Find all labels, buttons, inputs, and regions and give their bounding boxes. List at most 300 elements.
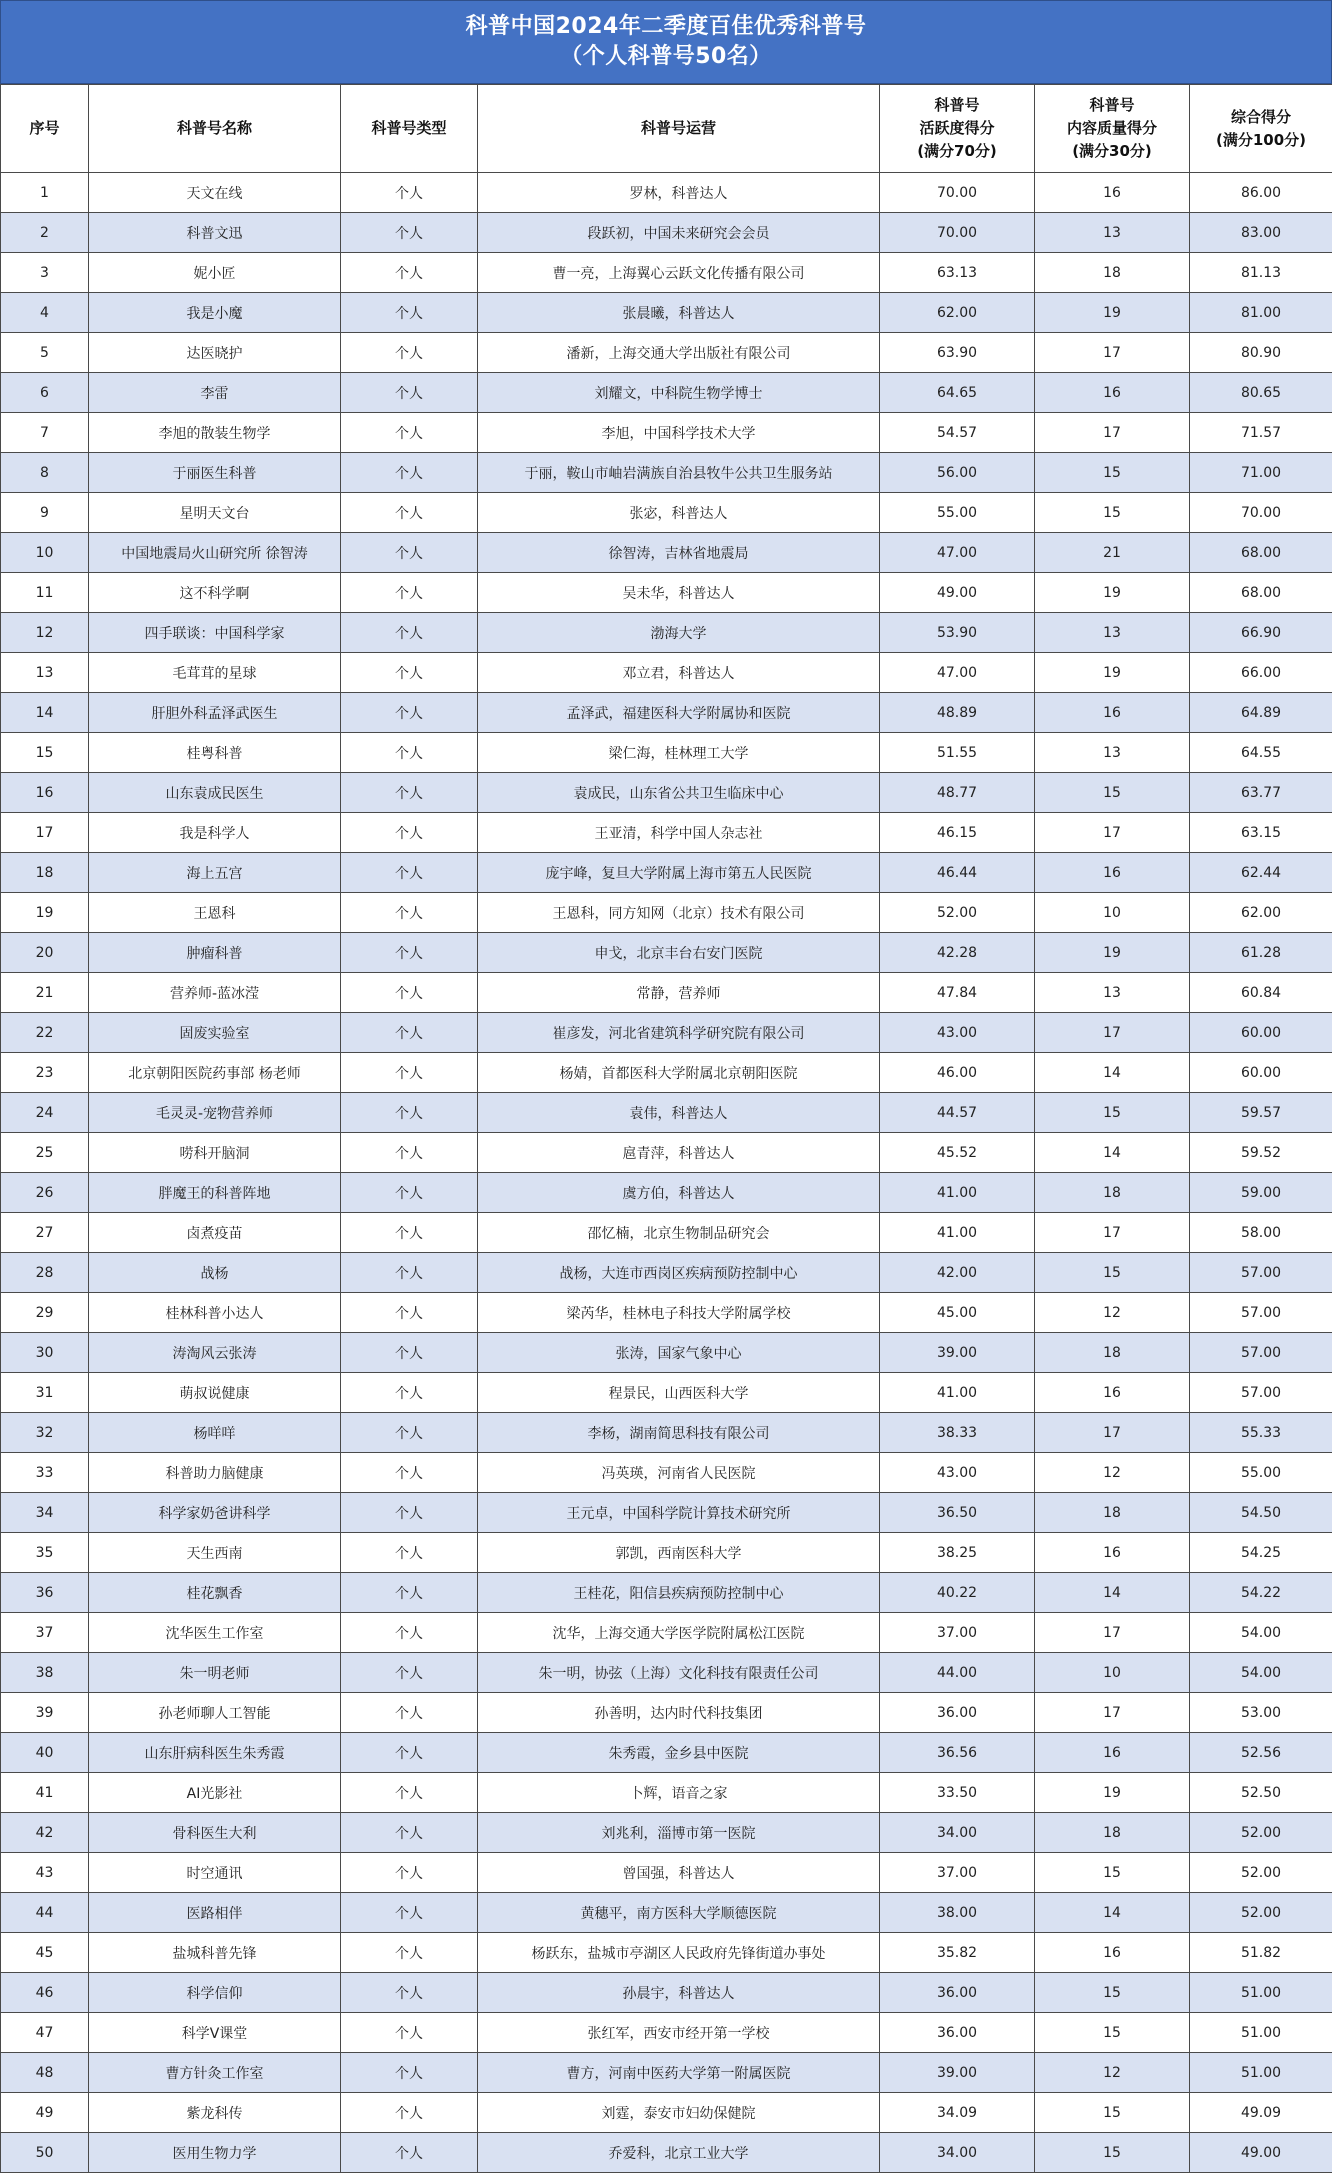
cell-type: 个人 — [341, 1413, 478, 1453]
cell-activity-score: 42.00 — [880, 1253, 1035, 1293]
cell-type: 个人 — [341, 293, 478, 333]
cell-quality-score: 18 — [1035, 1493, 1190, 1533]
cell-quality-score: 18 — [1035, 253, 1190, 293]
table-row — [1, 973, 1332, 1013]
cell-name: 桂林科普小达人 — [89, 1293, 341, 1333]
cell-activity-score: 63.13 — [880, 253, 1035, 293]
cell-activity-score: 38.00 — [880, 1893, 1035, 1933]
cell-quality-score: 17 — [1035, 333, 1190, 373]
table-row — [1, 253, 1332, 293]
table-row — [1, 1853, 1332, 1893]
cell-name: 时空通讯 — [89, 1853, 341, 1893]
header-activity-score — [880, 85, 1035, 173]
cell-operator: 杨跃东，盐城市亭湖区人民政府先锋街道办事处 — [478, 1933, 880, 1973]
cell-name: 骨科医生大利 — [89, 1813, 341, 1853]
cell-quality-score: 16 — [1035, 1733, 1190, 1773]
cell-quality-score: 12 — [1035, 1453, 1190, 1493]
cell-name: 科学V课堂 — [89, 2013, 341, 2053]
cell-activity-score: 52.00 — [880, 893, 1035, 933]
cell-activity-score: 36.50 — [880, 1493, 1035, 1533]
cell-index: 46 — [1, 1973, 89, 2013]
cell-type: 个人 — [341, 893, 478, 933]
table-row — [1, 1253, 1332, 1293]
table-row — [1, 773, 1332, 813]
cell-quality-score: 15 — [1035, 493, 1190, 533]
table-row — [1, 1053, 1332, 1093]
cell-name: 医用生物力学 — [89, 2133, 341, 2173]
cell-activity-score: 44.57 — [880, 1093, 1035, 1133]
cell-index: 17 — [1, 813, 89, 853]
table-row — [1, 1333, 1332, 1373]
cell-index: 11 — [1, 573, 89, 613]
cell-total-score: 63.77 — [1190, 773, 1332, 813]
cell-quality-score: 15 — [1035, 453, 1190, 493]
cell-quality-score: 18 — [1035, 1173, 1190, 1213]
cell-activity-score: 36.00 — [880, 2013, 1035, 2053]
cell-total-score: 53.00 — [1190, 1693, 1332, 1733]
cell-type: 个人 — [341, 773, 478, 813]
cell-type: 个人 — [341, 253, 478, 293]
cell-quality-score: 12 — [1035, 1293, 1190, 1333]
cell-activity-score: 47.00 — [880, 533, 1035, 573]
table-row — [1, 293, 1332, 333]
cell-total-score: 59.00 — [1190, 1173, 1332, 1213]
cell-total-score: 52.00 — [1190, 1893, 1332, 1933]
table-row — [1, 2053, 1332, 2093]
cell-index: 39 — [1, 1693, 89, 1733]
header-line: 科普号运营 — [482, 117, 875, 140]
cell-name: 萌叔说健康 — [89, 1373, 341, 1413]
cell-operator: 朱一明，协弦（上海）文化科技有限责任公司 — [478, 1653, 880, 1693]
cell-total-score: 49.00 — [1190, 2133, 1332, 2173]
cell-type: 个人 — [341, 973, 478, 1013]
cell-index: 33 — [1, 1453, 89, 1493]
cell-activity-score: 48.77 — [880, 773, 1035, 813]
cell-total-score: 57.00 — [1190, 1333, 1332, 1373]
cell-type: 个人 — [341, 333, 478, 373]
cell-activity-score: 43.00 — [880, 1453, 1035, 1493]
cell-quality-score: 17 — [1035, 813, 1190, 853]
cell-name: 妮小匠 — [89, 253, 341, 293]
cell-type: 个人 — [341, 1733, 478, 1773]
table-row — [1, 1973, 1332, 2013]
cell-name: 四手联谈：中国科学家 — [89, 613, 341, 653]
cell-type: 个人 — [341, 1293, 478, 1333]
cell-index: 18 — [1, 853, 89, 893]
cell-index: 21 — [1, 973, 89, 1013]
ranking-table — [0, 84, 1332, 2173]
cell-index: 50 — [1, 2133, 89, 2173]
cell-index: 15 — [1, 733, 89, 773]
cell-name: 朱一明老师 — [89, 1653, 341, 1693]
cell-operator: 战杨，大连市西岗区疾病预防控制中心 — [478, 1253, 880, 1293]
cell-total-score: 64.55 — [1190, 733, 1332, 773]
cell-quality-score: 15 — [1035, 2013, 1190, 2053]
table-row — [1, 813, 1332, 853]
cell-index: 7 — [1, 413, 89, 453]
cell-total-score: 70.00 — [1190, 493, 1332, 533]
cell-activity-score: 55.00 — [880, 493, 1035, 533]
table-row — [1, 1613, 1332, 1653]
cell-operator: 卜辉，语音之家 — [478, 1773, 880, 1813]
header-quality-score — [1035, 85, 1190, 173]
cell-type: 个人 — [341, 1173, 478, 1213]
cell-name: 桂粤科普 — [89, 733, 341, 773]
cell-operator: 扈青萍，科普达人 — [478, 1133, 880, 1173]
cell-operator: 邵忆楠，北京生物制品研究会 — [478, 1213, 880, 1253]
cell-type: 个人 — [341, 1813, 478, 1853]
cell-activity-score: 46.44 — [880, 853, 1035, 893]
header-line: (满分30分) — [1039, 140, 1185, 163]
cell-type: 个人 — [341, 693, 478, 733]
cell-operator: 孙晨宇，科普达人 — [478, 1973, 880, 2013]
cell-index: 22 — [1, 1013, 89, 1053]
cell-type: 个人 — [341, 2013, 478, 2053]
cell-quality-score: 17 — [1035, 1613, 1190, 1653]
cell-name: 肿瘤科普 — [89, 933, 341, 973]
cell-activity-score: 42.28 — [880, 933, 1035, 973]
cell-name: 山东袁成民医生 — [89, 773, 341, 813]
table-row — [1, 733, 1332, 773]
cell-activity-score: 56.00 — [880, 453, 1035, 493]
cell-quality-score: 16 — [1035, 173, 1190, 213]
header-line: (满分70分) — [884, 140, 1030, 163]
cell-operator: 张涛，国家气象中心 — [478, 1333, 880, 1373]
cell-activity-score: 33.50 — [880, 1773, 1035, 1813]
cell-operator: 袁伟，科普达人 — [478, 1093, 880, 1133]
cell-total-score: 54.50 — [1190, 1493, 1332, 1533]
cell-name: 紫龙科传 — [89, 2093, 341, 2133]
cell-quality-score: 10 — [1035, 893, 1190, 933]
cell-index: 38 — [1, 1653, 89, 1693]
cell-operator: 刘兆利，淄博市第一医院 — [478, 1813, 880, 1853]
cell-name: 这不科学啊 — [89, 573, 341, 613]
cell-operator: 李杨，湖南简思科技有限公司 — [478, 1413, 880, 1453]
table-row — [1, 1933, 1332, 1973]
cell-total-score: 68.00 — [1190, 533, 1332, 573]
cell-total-score: 59.52 — [1190, 1133, 1332, 1173]
cell-type: 个人 — [341, 853, 478, 893]
cell-operator: 张红军，西安市经开第一学校 — [478, 2013, 880, 2053]
cell-type: 个人 — [341, 1533, 478, 1573]
cell-activity-score: 44.00 — [880, 1653, 1035, 1693]
cell-quality-score: 13 — [1035, 973, 1190, 1013]
cell-quality-score: 17 — [1035, 1213, 1190, 1253]
cell-total-score: 54.00 — [1190, 1653, 1332, 1693]
cell-activity-score: 38.25 — [880, 1533, 1035, 1573]
cell-name: 科普文迅 — [89, 213, 341, 253]
cell-operator: 曹一亮，上海翼心云跃文化传播有限公司 — [478, 253, 880, 293]
cell-activity-score: 49.00 — [880, 573, 1035, 613]
header-index — [1, 85, 89, 173]
cell-name: 孙老师聊人工智能 — [89, 1693, 341, 1733]
cell-activity-score: 37.00 — [880, 1613, 1035, 1653]
cell-operator: 李旭，中国科学技术大学 — [478, 413, 880, 453]
cell-index: 12 — [1, 613, 89, 653]
table-row — [1, 1133, 1332, 1173]
cell-index: 31 — [1, 1373, 89, 1413]
cell-index: 2 — [1, 213, 89, 253]
table-row — [1, 853, 1332, 893]
cell-quality-score: 16 — [1035, 693, 1190, 733]
cell-operator: 邓立君，科普达人 — [478, 653, 880, 693]
cell-name: 科学信仰 — [89, 1973, 341, 2013]
cell-name: 杨咩咩 — [89, 1413, 341, 1453]
cell-index: 49 — [1, 2093, 89, 2133]
cell-total-score: 71.00 — [1190, 453, 1332, 493]
table-row — [1, 1893, 1332, 1933]
cell-index: 37 — [1, 1613, 89, 1653]
cell-total-score: 55.00 — [1190, 1453, 1332, 1493]
cell-total-score: 59.57 — [1190, 1093, 1332, 1133]
cell-quality-score: 15 — [1035, 1853, 1190, 1893]
cell-type: 个人 — [341, 613, 478, 653]
table-row — [1, 213, 1332, 253]
cell-operator: 罗林，科普达人 — [478, 173, 880, 213]
cell-quality-score: 12 — [1035, 2053, 1190, 2093]
cell-operator: 冯英瑛，河南省人民医院 — [478, 1453, 880, 1493]
cell-name: 中国地震局火山研究所 徐智涛 — [89, 533, 341, 573]
cell-activity-score: 41.00 — [880, 1213, 1035, 1253]
header-line: 序号 — [5, 117, 84, 140]
cell-total-score: 80.90 — [1190, 333, 1332, 373]
cell-quality-score: 10 — [1035, 1653, 1190, 1693]
cell-operator: 刘耀文，中科院生物学博士 — [478, 373, 880, 413]
cell-quality-score: 15 — [1035, 1973, 1190, 2013]
cell-index: 43 — [1, 1853, 89, 1893]
cell-type: 个人 — [341, 1373, 478, 1413]
cell-type: 个人 — [341, 1493, 478, 1533]
cell-type: 个人 — [341, 1013, 478, 1053]
cell-name: 固废实验室 — [89, 1013, 341, 1053]
cell-name: 王恩科 — [89, 893, 341, 933]
cell-type: 个人 — [341, 533, 478, 573]
cell-quality-score: 16 — [1035, 1533, 1190, 1573]
cell-operator: 黄穗平，南方医科大学顺德医院 — [478, 1893, 880, 1933]
cell-quality-score: 15 — [1035, 1093, 1190, 1133]
table-row — [1, 453, 1332, 493]
cell-name: 科普助力脑健康 — [89, 1453, 341, 1493]
cell-total-score: 60.00 — [1190, 1053, 1332, 1093]
cell-activity-score: 36.56 — [880, 1733, 1035, 1773]
cell-activity-score: 51.55 — [880, 733, 1035, 773]
cell-activity-score: 38.33 — [880, 1413, 1035, 1453]
cell-activity-score: 34.00 — [880, 1813, 1035, 1853]
cell-name: AI光影社 — [89, 1773, 341, 1813]
table-row — [1, 613, 1332, 653]
cell-quality-score: 13 — [1035, 613, 1190, 653]
header-type — [341, 85, 478, 173]
cell-operator: 徐智涛，吉林省地震局 — [478, 533, 880, 573]
cell-operator: 梁仁海，桂林理工大学 — [478, 733, 880, 773]
cell-quality-score: 18 — [1035, 1813, 1190, 1853]
cell-type: 个人 — [341, 1453, 478, 1493]
cell-type: 个人 — [341, 1133, 478, 1173]
table-row — [1, 933, 1332, 973]
cell-type: 个人 — [341, 1333, 478, 1373]
cell-name: 于丽医生科普 — [89, 453, 341, 493]
cell-quality-score: 18 — [1035, 1333, 1190, 1373]
cell-activity-score: 47.84 — [880, 973, 1035, 1013]
cell-index: 30 — [1, 1333, 89, 1373]
cell-activity-score: 34.09 — [880, 2093, 1035, 2133]
cell-activity-score: 64.65 — [880, 373, 1035, 413]
table-row — [1, 1533, 1332, 1573]
cell-type: 个人 — [341, 1973, 478, 2013]
cell-index: 6 — [1, 373, 89, 413]
cell-activity-score: 47.00 — [880, 653, 1035, 693]
cell-total-score: 62.44 — [1190, 853, 1332, 893]
cell-activity-score: 36.00 — [880, 1973, 1035, 2013]
cell-activity-score: 35.82 — [880, 1933, 1035, 1973]
table-row — [1, 1013, 1332, 1053]
cell-name: 肝胆外科孟泽武医生 — [89, 693, 341, 733]
cell-index: 14 — [1, 693, 89, 733]
cell-name: 海上五宫 — [89, 853, 341, 893]
cell-operator: 王元卓，中国科学院计算技术研究所 — [478, 1493, 880, 1533]
cell-name: 医路相伴 — [89, 1893, 341, 1933]
table-row — [1, 533, 1332, 573]
cell-type: 个人 — [341, 813, 478, 853]
cell-total-score: 86.00 — [1190, 173, 1332, 213]
cell-activity-score: 41.00 — [880, 1173, 1035, 1213]
cell-index: 48 — [1, 2053, 89, 2093]
cell-index: 20 — [1, 933, 89, 973]
cell-operator: 曹方，河南中医药大学第一附属医院 — [478, 2053, 880, 2093]
page-subtitle: （个人科普号50名） — [560, 42, 772, 72]
table-row — [1, 573, 1332, 613]
cell-index: 13 — [1, 653, 89, 693]
cell-activity-score: 41.00 — [880, 1373, 1035, 1413]
header-line: 科普号 — [884, 94, 1030, 117]
table-row — [1, 1493, 1332, 1533]
cell-total-score: 61.28 — [1190, 933, 1332, 973]
cell-index: 44 — [1, 1893, 89, 1933]
cell-total-score: 51.00 — [1190, 2013, 1332, 2053]
cell-quality-score: 16 — [1035, 1933, 1190, 1973]
cell-total-score: 80.65 — [1190, 373, 1332, 413]
cell-total-score: 55.33 — [1190, 1413, 1332, 1453]
cell-operator: 孟泽武，福建医科大学附属协和医院 — [478, 693, 880, 733]
cell-quality-score: 14 — [1035, 1893, 1190, 1933]
cell-operator: 袁成民，山东省公共卫生临床中心 — [478, 773, 880, 813]
cell-index: 10 — [1, 533, 89, 573]
cell-name: 桂花飘香 — [89, 1573, 341, 1613]
page-title: 科普中国2024年二季度百佳优秀科普号 — [466, 12, 867, 42]
cell-name: 我是科学人 — [89, 813, 341, 853]
cell-name: 山东肝病科医生朱秀霞 — [89, 1733, 341, 1773]
cell-total-score: 54.22 — [1190, 1573, 1332, 1613]
cell-index: 9 — [1, 493, 89, 533]
table-row — [1, 1773, 1332, 1813]
cell-activity-score: 48.89 — [880, 693, 1035, 733]
cell-index: 25 — [1, 1133, 89, 1173]
table-row — [1, 413, 1332, 453]
cell-total-score: 60.00 — [1190, 1013, 1332, 1053]
cell-index: 1 — [1, 173, 89, 213]
cell-total-score: 81.00 — [1190, 293, 1332, 333]
cell-operator: 朱秀霞，金乡县中医院 — [478, 1733, 880, 1773]
cell-index: 3 — [1, 253, 89, 293]
cell-total-score: 66.00 — [1190, 653, 1332, 693]
cell-name: 李旭的散装生物学 — [89, 413, 341, 453]
cell-activity-score: 70.00 — [880, 173, 1035, 213]
cell-quality-score: 15 — [1035, 2133, 1190, 2173]
cell-total-score: 58.00 — [1190, 1213, 1332, 1253]
cell-activity-score: 46.15 — [880, 813, 1035, 853]
table-row — [1, 1693, 1332, 1733]
header-total-score — [1190, 85, 1332, 173]
cell-activity-score: 45.00 — [880, 1293, 1035, 1333]
cell-index: 8 — [1, 453, 89, 493]
cell-operator: 孙善明，达内时代科技集团 — [478, 1693, 880, 1733]
cell-type: 个人 — [341, 1933, 478, 1973]
cell-operator: 杨婧，首都医科大学附属北京朝阳医院 — [478, 1053, 880, 1093]
cell-total-score: 52.00 — [1190, 1813, 1332, 1853]
cell-quality-score: 14 — [1035, 1133, 1190, 1173]
cell-type: 个人 — [341, 733, 478, 773]
cell-total-score: 51.00 — [1190, 2053, 1332, 2093]
cell-total-score: 51.00 — [1190, 1973, 1332, 2013]
cell-activity-score: 70.00 — [880, 213, 1035, 253]
table-header — [1, 85, 1332, 173]
cell-type: 个人 — [341, 1053, 478, 1093]
cell-type: 个人 — [341, 493, 478, 533]
cell-operator: 王亚清，科学中国人杂志社 — [478, 813, 880, 853]
cell-activity-score: 53.90 — [880, 613, 1035, 653]
cell-type: 个人 — [341, 173, 478, 213]
cell-activity-score: 39.00 — [880, 2053, 1035, 2093]
cell-name: 星明天文台 — [89, 493, 341, 533]
cell-type: 个人 — [341, 573, 478, 613]
cell-type: 个人 — [341, 1093, 478, 1133]
cell-index: 42 — [1, 1813, 89, 1853]
cell-total-score: 83.00 — [1190, 213, 1332, 253]
cell-total-score: 49.09 — [1190, 2093, 1332, 2133]
cell-quality-score: 17 — [1035, 1693, 1190, 1733]
table-row — [1, 1573, 1332, 1613]
cell-name: 北京朝阳医院药事部 杨老师 — [89, 1053, 341, 1093]
cell-total-score: 52.00 — [1190, 1853, 1332, 1893]
cell-name: 沈华医生工作室 — [89, 1613, 341, 1653]
cell-name: 天文在线 — [89, 173, 341, 213]
cell-name: 胖魔王的科普阵地 — [89, 1173, 341, 1213]
table-row — [1, 1413, 1332, 1453]
cell-type: 个人 — [341, 453, 478, 493]
header-line: 综合得分 — [1194, 106, 1328, 129]
cell-total-score: 60.84 — [1190, 973, 1332, 1013]
cell-name: 盐城科普先锋 — [89, 1933, 341, 1973]
table-row — [1, 1173, 1332, 1213]
cell-index: 5 — [1, 333, 89, 373]
table-row — [1, 893, 1332, 933]
cell-index: 29 — [1, 1293, 89, 1333]
cell-index: 34 — [1, 1493, 89, 1533]
cell-quality-score: 16 — [1035, 1373, 1190, 1413]
cell-type: 个人 — [341, 1613, 478, 1653]
cell-total-score: 52.50 — [1190, 1773, 1332, 1813]
cell-total-score: 64.89 — [1190, 693, 1332, 733]
cell-index: 41 — [1, 1773, 89, 1813]
table-row — [1, 1213, 1332, 1253]
cell-quality-score: 17 — [1035, 1413, 1190, 1453]
cell-operator: 张晨曦，科普达人 — [478, 293, 880, 333]
cell-name: 达医晓护 — [89, 333, 341, 373]
header-line: 内容质量得分 — [1039, 117, 1185, 140]
title-banner — [0, 0, 1332, 84]
table-row — [1, 1813, 1332, 1853]
cell-quality-score: 13 — [1035, 213, 1190, 253]
